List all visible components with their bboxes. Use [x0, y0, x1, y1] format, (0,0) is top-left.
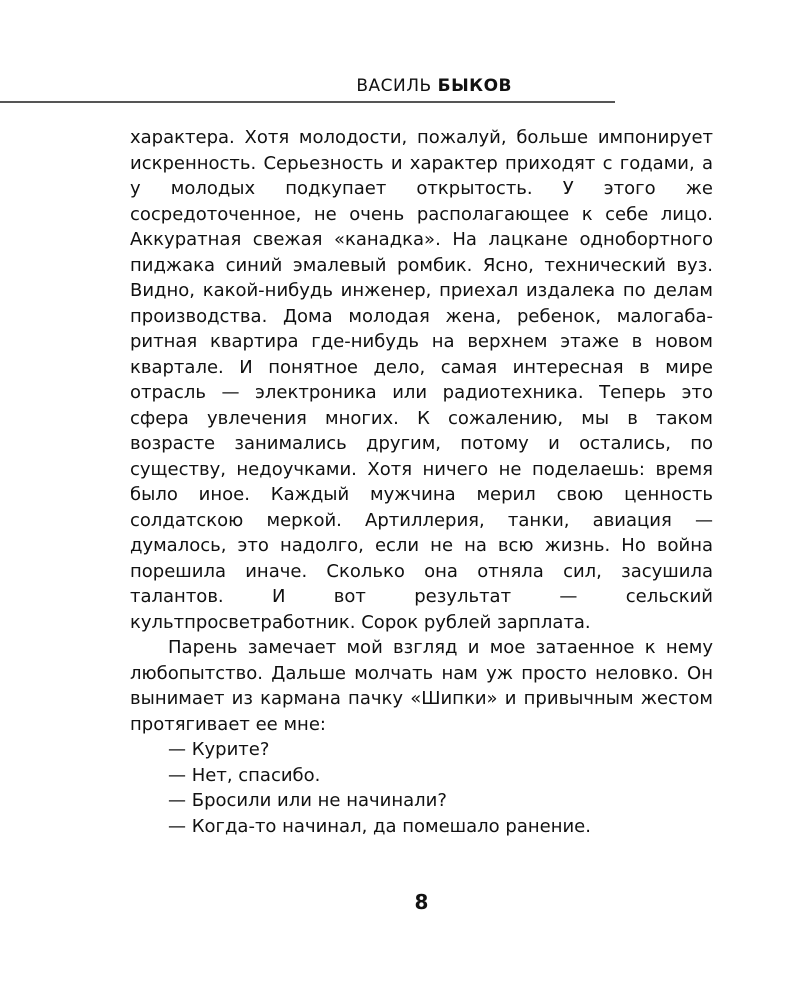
running-header [0, 74, 615, 104]
paragraph: Парень замечает мой взгляд и мое затаенное к нему любопытство. Дальше молчать нам уж просто неловко. Он вынимает из кармана пачку «Шипки» и привычным жестом протягивает ее мне: [130, 637, 713, 735]
dialog-line: — Бросили или не начинали? [168, 790, 447, 811]
author-name [356, 76, 512, 96]
paragraph: характера. Хотя молодости, пожалуй, больше импонирует искренность. Серьезность и характер приходят с годами, а у молодых подкупает открытость. У этого же сосредоточенное, не очень располагающее к себе лицо. Аккуратная свежая «канадка». На лацкане однобортного пиджака синий эмалевый ромбик. Ясно, технический вуз. Видно, какой-нибудь инженер, приехал издалека по делам производства. Дома молодая жена, ребенок, малогабаритная квартира где-нибудь на верхнем этаже в новом квартале. И понятное дело, самая интересная в мире отрасль — электроника или радиотехника. Теперь это сфера увлечения многих. К сожалению, мы в таком возрасте занимались другим, потому и остались, по существу, недоучками. Хотя ничего не поделаешь: время было иное. Каждый мужчина мерил свою ценность солдатскою меркой. Артиллерия, танки, авиация — думалось, это надолго, если не на всю жизнь. Но война порешила иначе. Сколько она отняла сил, засушила талантов. И вот результат — сельский культпросветработник. Сорок рублей зарплата. [130, 127, 713, 633]
page-number: 8 [414, 890, 429, 914]
dialog-line: — Курите? [168, 739, 270, 760]
dialog-line: — Нет, спасибо. [168, 764, 321, 786]
header-rule [0, 101, 615, 103]
author-first-name: ВАСИЛЬ [356, 76, 432, 96]
author-last-name: БЫКОВ [437, 76, 512, 96]
body-text [130, 125, 713, 839]
dialog-line: — Когда-то начинал, да помешало ранение. [168, 815, 591, 837]
